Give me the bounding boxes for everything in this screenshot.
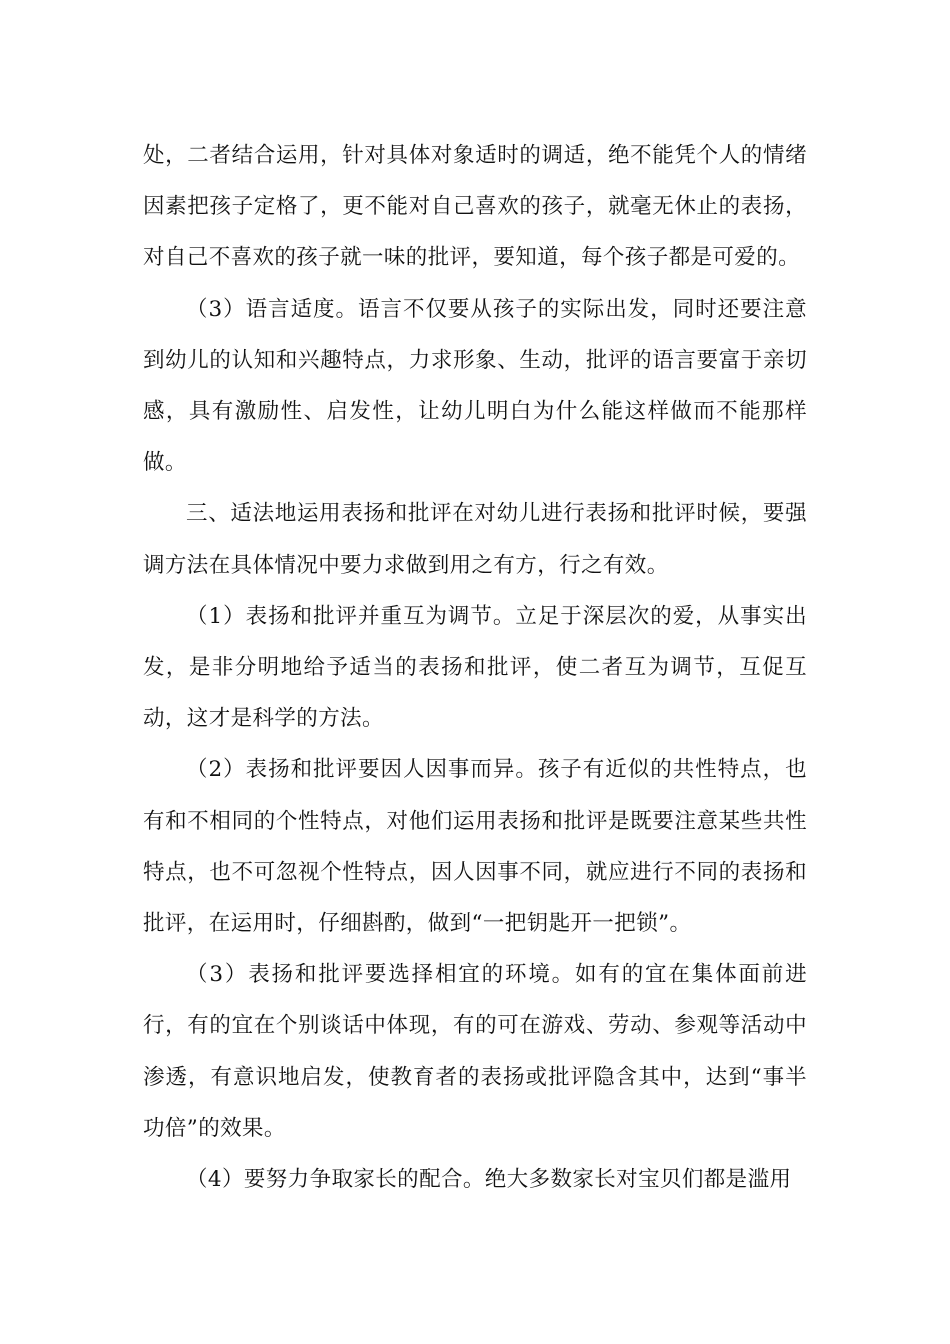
paragraph-language-moderation: （3）语言适度。语言不仅要从孩子的实际出发，同时还要注意到幼儿的认知和兴趣特点，力求形象、生动，批评的语言要富于亲切感，具有激励性、启发性，让幼儿明白为什么能这样做而不能那样做。 — [143, 296, 807, 476]
paragraph-balance-praise-criticism: （1）表扬和批评并重互为调节。立足于深层次的爱，从事实出发，是非分明地给予适当的表扬和批评，使二者互为调节，互促互动，这才是科学的方法。 — [143, 603, 807, 732]
paragraph-continuation: 处，二者结合运用，针对具体对象适时的调适，绝不能凭个人的情绪因素把孩子定格了，更不能对自己喜欢的孩子，就毫无休止的表扬，对自己不喜欢的孩子就一味的批评，要知道，每个孩子都是可爱的。 — [143, 143, 807, 271]
paragraph-appropriate-environment: （3）表扬和批评要选择相宜的环境。如有的宜在集体面前进行，有的宜在个别谈话中体现，有的可在游戏、劳动、参观等活动中渗透，有意识地启发，使教育者的表扬或批评隐含其中，达到“事半功倍”的效果。 — [143, 962, 807, 1141]
paragraph-individual-differences: （2）表扬和批评要因人因事而异。孩子有近似的共性特点，也有和不相同的个性特点，对他们运用表扬和批评是既要注意某些共性特点，也不可忽视个性特点，因人因事不同，就应进行不同的表扬和批评，在运用时，仔细斟酌，做到“一把钥匙开一把锁”。 — [143, 757, 807, 937]
paragraph-parent-cooperation: （4）要努力争取家长的配合。绝大多数家长对宝贝们都是滥用 — [186, 1167, 792, 1193]
body-text — [143, 130, 807, 1205]
section-three-paragraph: 三、适法地运用表扬和批评在对幼儿进行表扬和批评时候，要强调方法在具体情况中要力求做到用之有方，行之有效。 — [143, 501, 807, 578]
